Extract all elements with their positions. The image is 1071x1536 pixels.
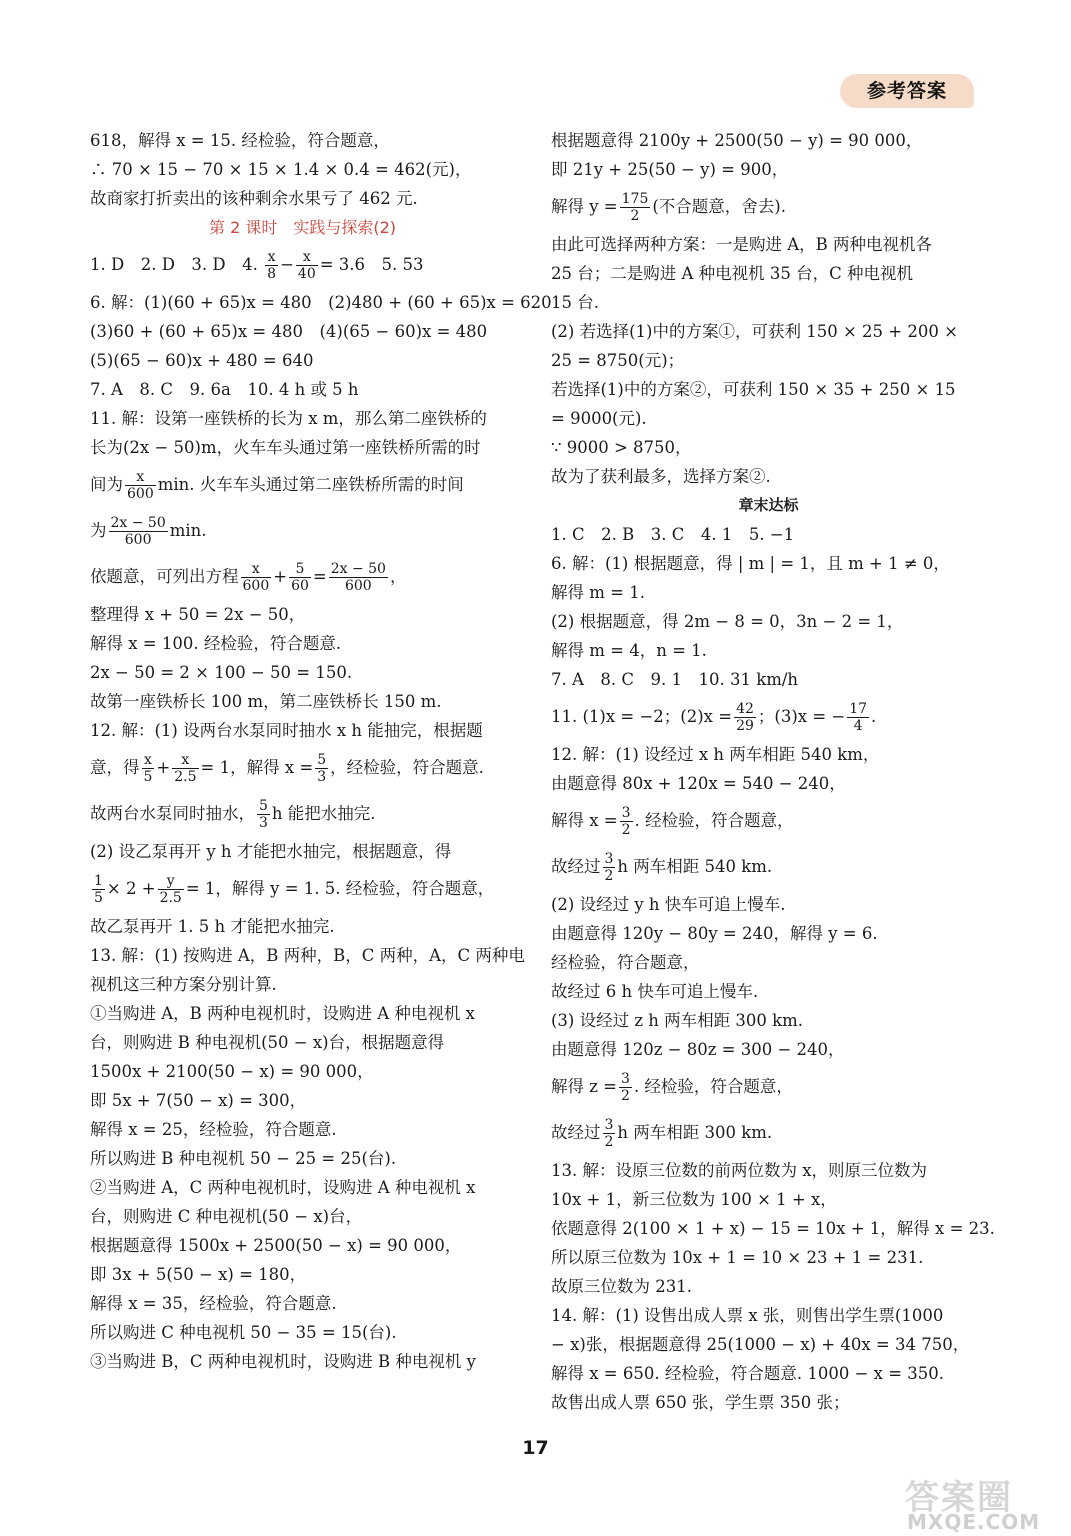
text-line: 故第一座铁桥长 100 m，第二座铁桥长 150 m.: [90, 692, 442, 711]
text-line: 即 5x + 7(50 − x) = 300，: [90, 1091, 307, 1110]
fraction: $\frac{x}{5}$: [143, 752, 153, 785]
text-line: 所以购进 C 种电视机 50 − 35 = 15(台).: [90, 1323, 397, 1342]
text-line: 解得 x = $\frac{3}{2}$ . 经检验，符合题意，: [551, 805, 794, 838]
text-line: (2) 若选择(1)中的方案①，可获利 150 × 25 + 200 ×: [551, 322, 958, 341]
fraction: $\frac{x}{600}$: [242, 561, 270, 594]
text-line: ②当购进 A，C 两种电视机时，设购进 A 种电视机 x: [90, 1178, 476, 1197]
text-line: 25 = 8750(元)；: [551, 351, 685, 370]
text-line: 故经过 6 h 快车可追上慢车.: [551, 982, 759, 1001]
text-line: 台，则购进 C 种电视机(50 − x)台，: [90, 1207, 363, 1226]
text-line: 整理得 x + 50 = 2x − 50，: [90, 605, 306, 624]
text-line: 若选择(1)中的方案②，可获利 150 × 35 + 250 × 15: [551, 380, 956, 399]
right-column: [551, 126, 995, 1417]
text-line: 所以原三位数为 10x + 1 = 10 × 23 + 1 = 231.: [551, 1248, 924, 1267]
text-line: 12. 解：(1) 设经过 x h 两车相距 540 km，: [551, 745, 880, 764]
text-line: 间为 $\frac{x}{600}$ min. 火车车头通过第二座铁桥所需的时间: [90, 469, 464, 502]
fraction: $\frac{5}{60}$: [291, 561, 309, 594]
text-line: 解得 z = $\frac{3}{2}$ . 经检验，符合题意，: [551, 1071, 793, 1104]
section-heading: 第 2 课时 实践与探索(2): [208, 218, 397, 237]
answer-key-tab: 参考答案: [840, 74, 974, 108]
text-line: = 9000(元).: [551, 409, 647, 428]
text-line: 15 台.: [551, 293, 599, 312]
text-line: 意，得 $\frac{x}{5}$ + $\frac{x}{2.5}$ = 1，解得 x = $\frac{5}{3}$ ，经检验，符合题意.: [90, 752, 484, 785]
text-line: 解得 m = 1.: [551, 583, 645, 602]
text-line: 2x − 50 = 2 × 100 − 50 = 150.: [90, 663, 353, 682]
text-line: (2) 设经过 y h 快车可追上慢车.: [551, 895, 786, 914]
watermark-logo: [905, 1470, 1065, 1534]
fraction: $\frac{3}{2}$: [621, 805, 631, 838]
text-line: 依题意，可列出方程 $\frac{x}{600}$ + $\frac{5}{60}$ = $\frac{2x - 50}{600}$ ，: [90, 561, 407, 594]
text-line: 1500x + 2100(50 − x) = 90 000，: [90, 1062, 374, 1081]
text-line: 根据题意得 2100y + 2500(50 − y) = 90 000，: [551, 131, 923, 150]
fraction: $\frac{5}{3}$: [317, 752, 327, 785]
text-line: 解得 m = 4，n = 1.: [551, 641, 707, 660]
fraction: $\frac{5}{3}$: [259, 798, 268, 831]
text-line: 由题意得 120z − 80z = 300 − 240，: [551, 1040, 845, 1059]
fraction: $\frac{x}{40}$: [297, 249, 316, 282]
text-line: 故为了获利最多，选择方案②.: [551, 467, 771, 486]
text-line: (5)(65 − 60)x + 480 = 640: [90, 351, 314, 370]
fraction: $\frac{x}{8}$: [267, 249, 277, 282]
text-line: 618，解得 x = 15. 经检验，符合题意，: [90, 131, 390, 150]
fraction: $\frac{2x - 50}{600}$: [330, 561, 386, 594]
text-line: 解得 x = 35，经检验，符合题意.: [90, 1294, 337, 1313]
text-line: 6. 解：(1)(60 + 65)x = 480 (2)480 + (60 + 65)x = 620: [90, 293, 552, 312]
text-line: 7. A 8. C 9. 6a 10. 4 h 或 5 h: [90, 380, 359, 399]
text-line: ∵ 9000 > 8750，: [551, 438, 692, 457]
text-line: − x)张，根据题意得 25(1000 − x) + 40x = 34 750，: [551, 1335, 970, 1354]
text-line: 14. 解：(1) 设售出成人票 x 张，则售出学生票(1000: [551, 1306, 944, 1325]
fraction: $\frac{3}{2}$: [604, 851, 614, 884]
text-line: 解得 x = 100. 经检验，符合题意.: [90, 634, 342, 653]
text-line: 12. 解：(1) 设两台水泵同时抽水 x h 能抽完，根据题: [90, 721, 483, 740]
text-line: 7. A 8. C 9. 1 10. 31 km/h: [551, 670, 799, 689]
fraction: $\frac{17}{4}$: [849, 701, 868, 734]
page-number: 17: [522, 1437, 549, 1459]
text-line: (2) 设乙泵再开 y h 才能把水抽完，根据题意，得: [90, 842, 452, 861]
fraction: $\frac{175}{2}$: [621, 191, 649, 224]
fraction: $\frac{y}{2.5}$: [159, 873, 182, 906]
text-line: 13. 解：(1) 按购进 A，B 两种，B，C 两种，A，C 两种电: [90, 946, 525, 965]
text-line: 即 3x + 5(50 − x) = 180，: [90, 1265, 307, 1284]
text-line: 解得 x = 25，经检验，符合题意.: [90, 1120, 337, 1139]
fraction: $\frac{x}{600}$: [127, 469, 154, 502]
text-line: 由此可选择两种方案：一是购进 A，B 两种电视机各: [551, 235, 933, 254]
text-line: 11. 解：设第一座铁桥的长为 x m，那么第二座铁桥的: [90, 409, 487, 428]
watermark-text: 答案圈: [905, 1478, 1013, 1518]
fraction: $\frac{1}{5}$: [94, 873, 103, 906]
text-line: 故经过 $\frac{3}{2}$ h 两车相距 540 km.: [551, 851, 773, 884]
text-line: (2) 根据题意，得 2m − 8 = 0，3n − 2 = 1，: [551, 612, 904, 631]
text-line: 为 $\frac{2x - 50}{600}$ min.: [90, 515, 207, 548]
text-line: 长为(2x − 50)m，火车车头通过第一座铁桥所需的时: [90, 438, 481, 457]
text-line: 13. 解：设原三位数的前两位数为 x，则原三位数为: [551, 1161, 928, 1180]
text-line: 故经过 $\frac{3}{2}$ h 两车相距 300 km.: [551, 1117, 773, 1150]
text-line: $\frac{1}{5}$ × 2 + $\frac{y}{2.5}$ = 1，解得 y = 1. 5. 经检验，符合题意，: [94, 873, 495, 906]
text-line: 视机这三种方案分别计算.: [90, 975, 277, 994]
section-heading: 章末达标: [738, 496, 799, 514]
text-line: 6. 解：(1) 根据题意，得 | m | = 1，且 m + 1 ≠ 0，: [551, 554, 950, 573]
text-line: 即 21y + 25(50 − y) = 900，: [551, 160, 789, 179]
text-line: (3) 设经过 z h 两车相距 300 km.: [551, 1011, 804, 1030]
text-line: 11. (1)x = −2；(2)x = $\frac{42}{29}$ ；(3)x = − $\frac{17}{4}$ .: [551, 701, 877, 734]
text-line: 由题意得 120y − 80y = 240，解得 y = 6.: [551, 924, 878, 943]
text-line: 解得 y = $\frac{175}{2}$ (不合题意，舍去).: [551, 191, 786, 224]
fraction: $\frac{x}{2.5}$: [174, 752, 197, 785]
fraction: $\frac{3}{2}$: [621, 1071, 630, 1104]
text-line: ①当购进 A，B 两种电视机时，设购进 A 种电视机 x: [90, 1004, 475, 1023]
text-line: 故售出成人票 650 张，学生票 350 张；: [551, 1393, 850, 1412]
text-line: 故原三位数为 231.: [551, 1277, 692, 1296]
text-line: 25 台；二是购进 A 种电视机 35 台，C 种电视机: [551, 264, 914, 283]
text-line: 由题意得 80x + 120x = 540 − 240，: [551, 774, 846, 793]
text-line: 解得 x = 650. 经检验，符合题意. 1000 − x = 350.: [551, 1364, 945, 1383]
text-line: 1. D 2. D 3. D 4. $\frac{x}{8}$ − $\frac{x}{40}$ = 3.6 5. 53: [90, 249, 424, 282]
text-line: 根据题意得 1500x + 2500(50 − x) = 90 000，: [90, 1236, 462, 1255]
text-line: 所以购进 B 种电视机 50 − 25 = 25(台).: [90, 1149, 397, 1168]
text-line: 经检验，符合题意，: [551, 953, 700, 972]
fraction: $\frac{42}{29}$: [736, 701, 754, 734]
text-line: ∴ 70 × 15 − 70 × 15 × 1.4 × 0.4 = 462(元)，: [90, 160, 472, 179]
text-line: 故商家打折卖出的该种剩余水果亏了 462 元.: [90, 189, 418, 208]
left-column: [90, 126, 552, 1376]
fraction: $\frac{3}{2}$: [604, 1117, 614, 1150]
text-line: ③当购进 B，C 两种电视机时，设购进 B 种电视机 y: [90, 1352, 476, 1371]
text-line: 10x + 1，新三位数为 100 × 1 + x，: [551, 1190, 837, 1209]
watermark-url: MXQE.COM: [907, 1510, 1041, 1534]
text-line: (3)60 + (60 + 65)x = 480 (4)(65 − 60)x = 480: [90, 322, 488, 341]
text-line: 故乙泵再开 1. 5 h 才能把水抽完.: [90, 917, 335, 936]
text-line: 1. C 2. B 3. C 4. 1 5. −1: [551, 525, 795, 544]
text-line: 依题意得 2(100 × 1 + x) − 15 = 10x + 1，解得 x = 23.: [551, 1219, 995, 1238]
text-line: 故两台水泵同时抽水， $\frac{5}{3}$ h 能把水抽完.: [90, 798, 376, 831]
fraction: $\frac{2x - 50}{600}$: [110, 515, 166, 548]
text-line: 台，则购进 B 种电视机(50 − x)台，根据题意得: [90, 1033, 445, 1052]
